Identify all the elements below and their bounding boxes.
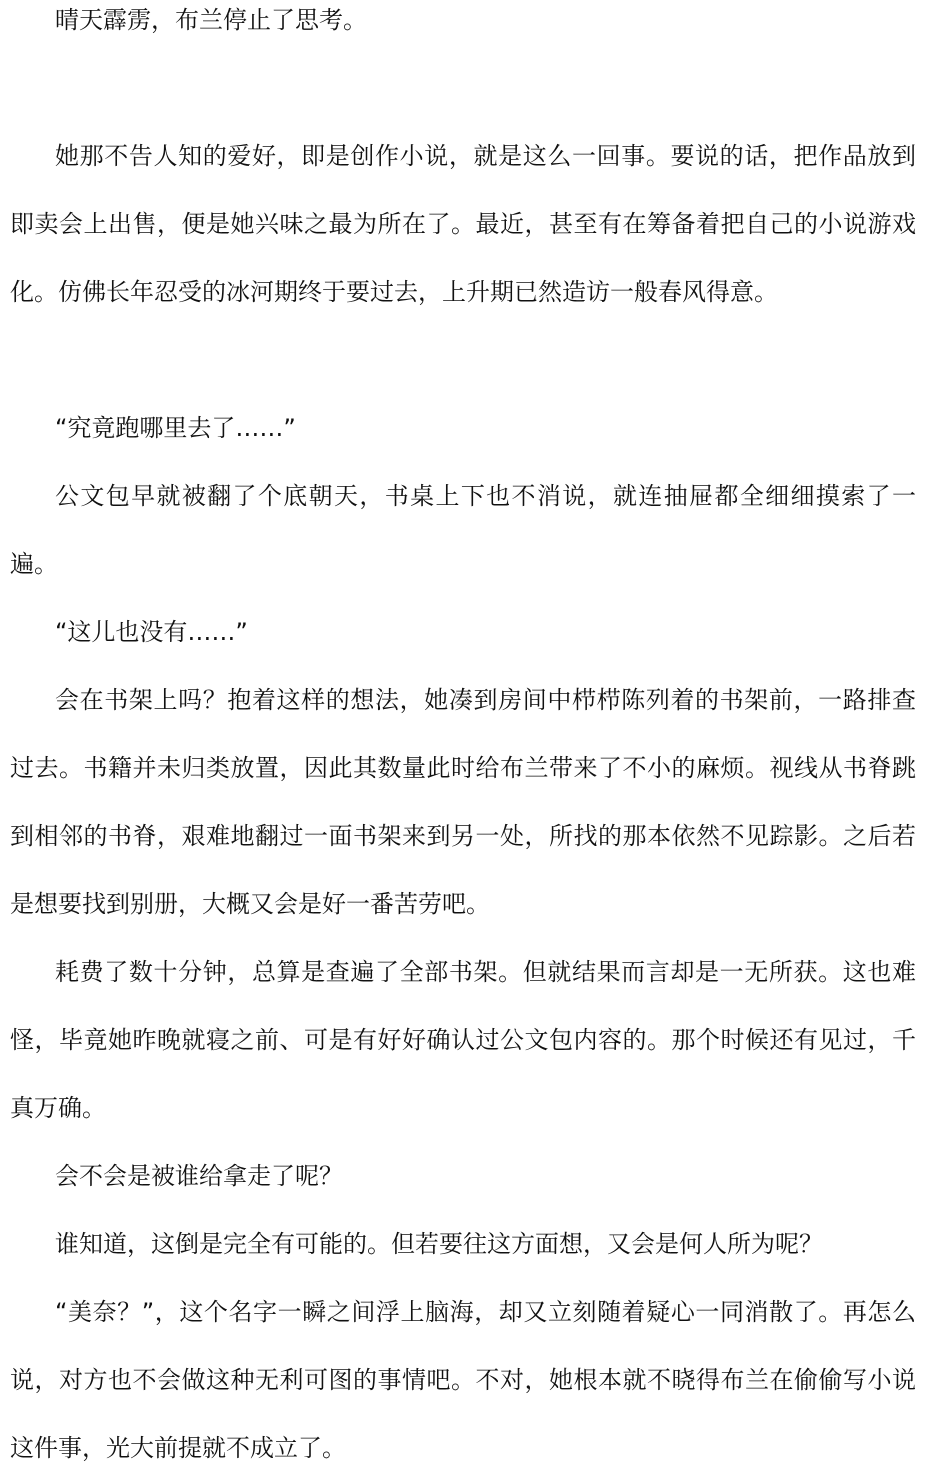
paragraph: 会不会是被谁给拿走了呢？ xyxy=(55,1162,343,1190)
paragraph: 谁知道，这倒是完全有可能的。但若要往这方面想，又会是何人所为呢？ xyxy=(55,1230,823,1258)
blank-line xyxy=(10,54,916,122)
paragraph: 耗费了数十分钟，总算是查遍了全部书架。但就结果而言却是一无所获。这也难怪，毕竟她昨晚就寝之前、可是有好好确认过公文包内容的。那个时候还有见过，千真万确。 xyxy=(10,958,916,1122)
paragraph: 公文包早就被翻了个底朝天，书桌上下也不消说，就连抽屉都全细细摸索了一遍。 xyxy=(10,482,916,578)
paragraph: “美奈？”，这个名字一瞬之间浮上脑海，却又立刻随着疑心一同消散了。再怎么说，对方也不会做这种无利可图的事情吧。不对，她根本就不晓得布兰在偷偷写小说这件事，光大前提就不成立了。 xyxy=(10,1298,916,1462)
paragraph: “这儿也没有……” xyxy=(55,618,248,646)
paragraph: 她那不告人知的爱好，即是创作小说，就是这么一回事。要说的话，把作品放到即卖会上出售，便是她兴味之最为所在了。最近，甚至有在筹备着把自己的小说游戏化。仿佛长年忍受的冰河期终于要过去，上升期已然造访一般春风得意。 xyxy=(10,142,916,306)
paragraph: 会在书架上吗？抱着这样的想法，她凑到房间中栉栉陈列着的书架前，一路排查过去。书籍并未归类放置，因此其数量此时给布兰带来了不小的麻烦。视线从书脊跳到相邻的书脊，艰难地翻过一面书架来到另一处，所找的那本依然不见踪影。之后若是想要找到别册，大概又会是好一番苦劳吧。 xyxy=(10,686,916,918)
paragraph: 晴天霹雳，布兰停止了思考。 xyxy=(55,6,367,34)
document-body xyxy=(10,0,916,1482)
paragraph: “究竟跑哪里去了……” xyxy=(55,414,296,442)
blank-line xyxy=(10,326,916,394)
